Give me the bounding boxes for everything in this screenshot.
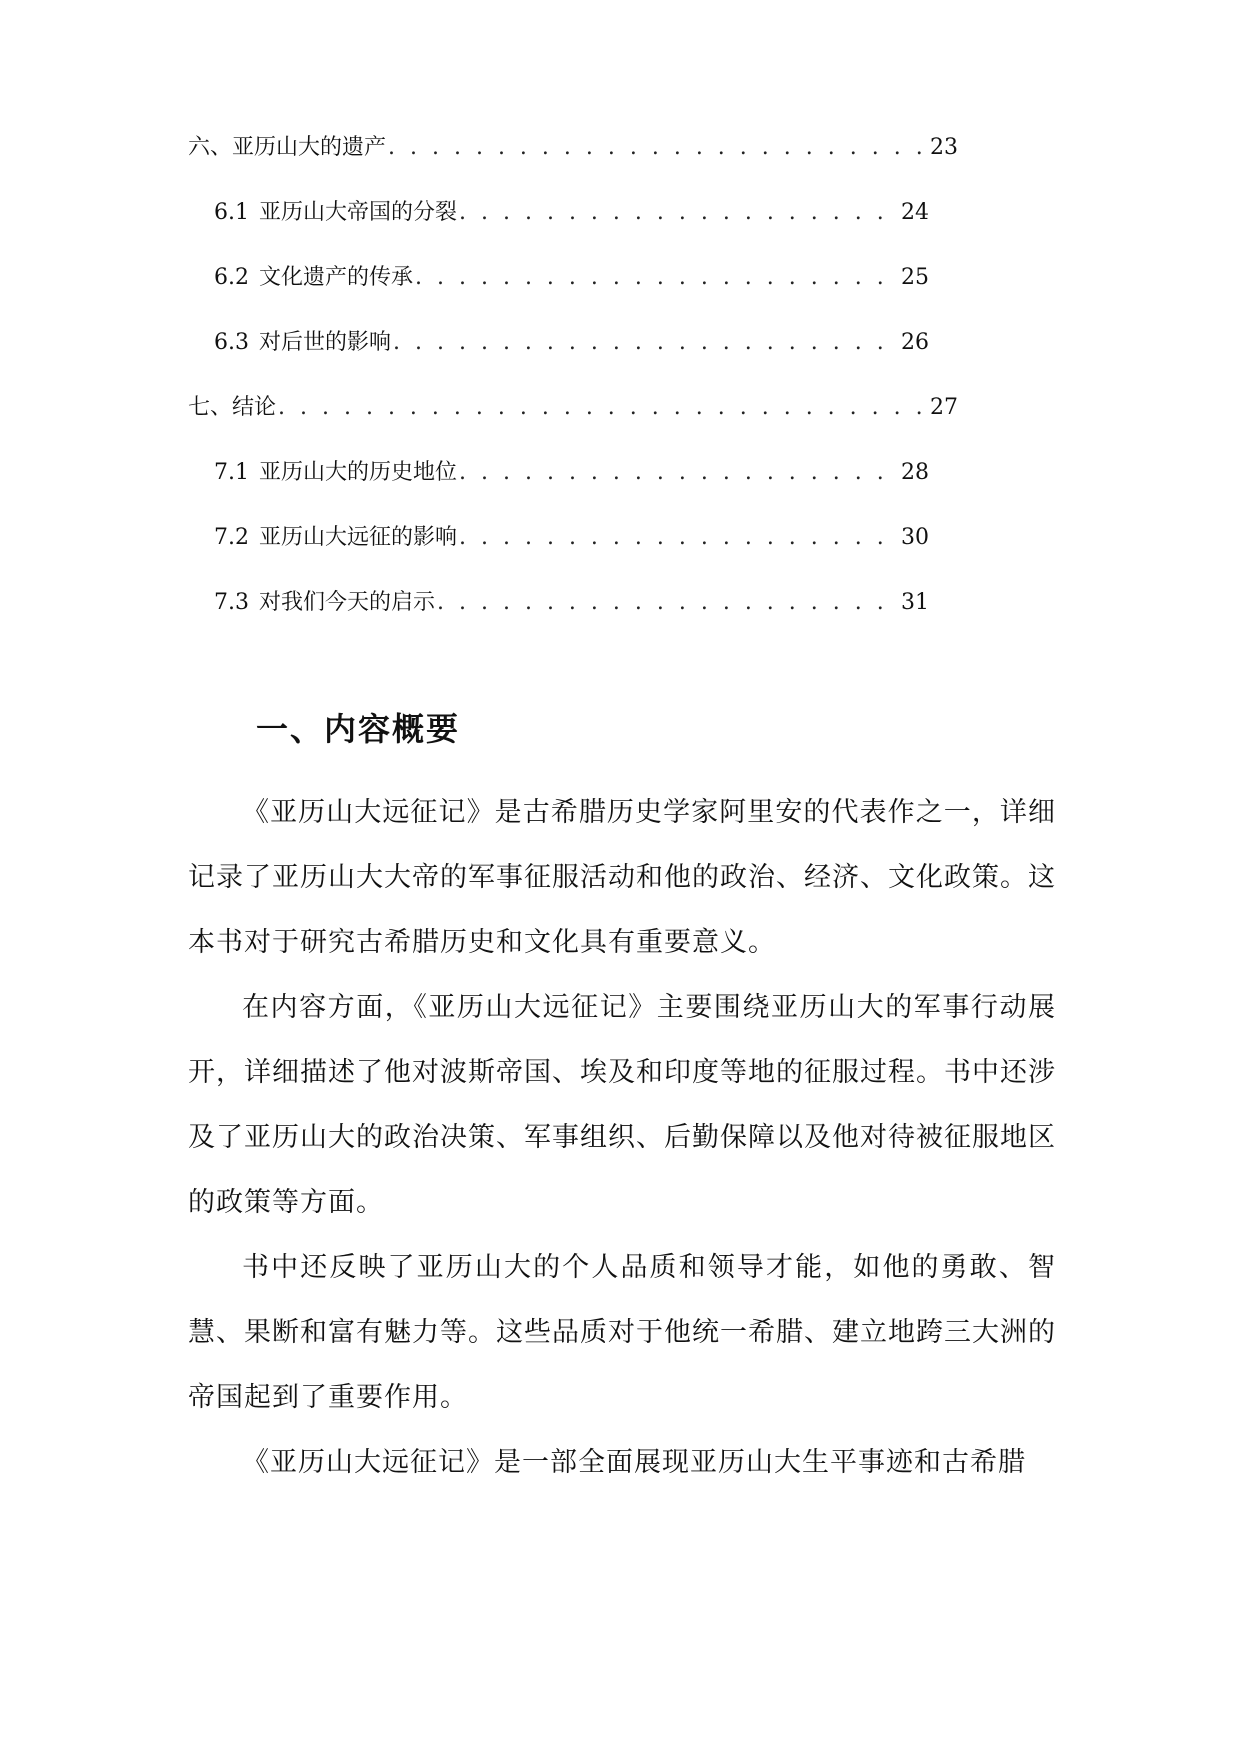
paragraph: 《亚历山大远征记》是一部全面展现亚历山大生平事迹和古希腊	[242, 1447, 1026, 1478]
toc-dot-leader	[459, 460, 899, 486]
toc-entry[interactable]	[188, 551, 929, 616]
toc-entry-title: 六、亚历山大的遗产	[188, 135, 387, 160]
toc-entry-page: 26	[901, 330, 929, 355]
toc-entry-number: 6.3	[214, 330, 249, 355]
toc-entry-number: 6.1	[214, 200, 249, 225]
table-of-contents	[188, 135, 958, 616]
toc-entry[interactable]	[188, 96, 958, 161]
toc-entry[interactable]	[188, 291, 929, 356]
toc-entry-page: 25	[901, 265, 929, 290]
paragraph: 《亚历山大远征记》是古希腊历史学家阿里安的代表作之一，详细记录了亚历山大大帝的军事征服活动和他的政治、经济、文化政策。这本书对于研究古希腊历史和文化具有重要意义。	[188, 797, 1056, 958]
toc-entry-number: 7.2	[214, 525, 249, 550]
section-body	[188, 780, 1056, 1495]
toc-dot-leader	[393, 330, 899, 356]
toc-entry-page: 30	[901, 525, 929, 550]
toc-entry-page: 27	[930, 395, 958, 420]
toc-dot-leader	[459, 525, 899, 551]
toc-entry-page: 28	[901, 460, 929, 485]
toc-entry[interactable]	[188, 486, 929, 551]
paragraph: 在内容方面，《亚历山大远征记》主要围绕亚历山大的军事行动展开，详细描述了他对波斯帝国、埃及和印度等地的征服过程。书中还涉及了亚历山大的政治决策、军事组织、后勤保障以及他对待被征服地区的政策等方面。	[188, 992, 1056, 1218]
toc-entry[interactable]	[188, 421, 929, 486]
toc-dot-leader	[388, 135, 928, 161]
toc-entry-number: 6.2	[214, 265, 249, 290]
toc-dot-leader	[459, 200, 899, 226]
toc-entry[interactable]	[188, 356, 958, 421]
toc-entry-page: 31	[901, 590, 929, 615]
toc-entry-title: 对后世的影响	[259, 330, 392, 355]
toc-entry-number: 7.1	[214, 460, 249, 485]
toc-entry-title: 亚历山大远征的影响	[259, 525, 458, 550]
toc-entry-number: 7.3	[214, 590, 249, 615]
toc-entry[interactable]	[188, 161, 929, 226]
section-heading: 一、内容概要	[256, 710, 461, 748]
toc-dot-leader	[415, 265, 899, 291]
toc-entry-title: 亚历山大的历史地位	[259, 460, 458, 485]
toc-entry-title: 七、结论	[188, 395, 277, 420]
toc-entry[interactable]	[188, 226, 929, 291]
toc-entry-page: 23	[930, 135, 958, 160]
toc-entry-title: 文化遗产的传承	[259, 265, 414, 290]
toc-dot-leader	[278, 395, 928, 421]
toc-entry-title: 亚历山大帝国的分裂	[259, 200, 458, 225]
toc-entry-page: 24	[901, 200, 929, 225]
paragraph: 书中还反映了亚历山大的个人品质和领导才能，如他的勇敢、智慧、果断和富有魅力等。这些品质对于他统一希腊、建立地跨三大洲的帝国起到了重要作用。	[188, 1252, 1056, 1413]
toc-entry-title: 对我们今天的启示	[259, 590, 436, 615]
toc-dot-leader	[437, 590, 899, 616]
